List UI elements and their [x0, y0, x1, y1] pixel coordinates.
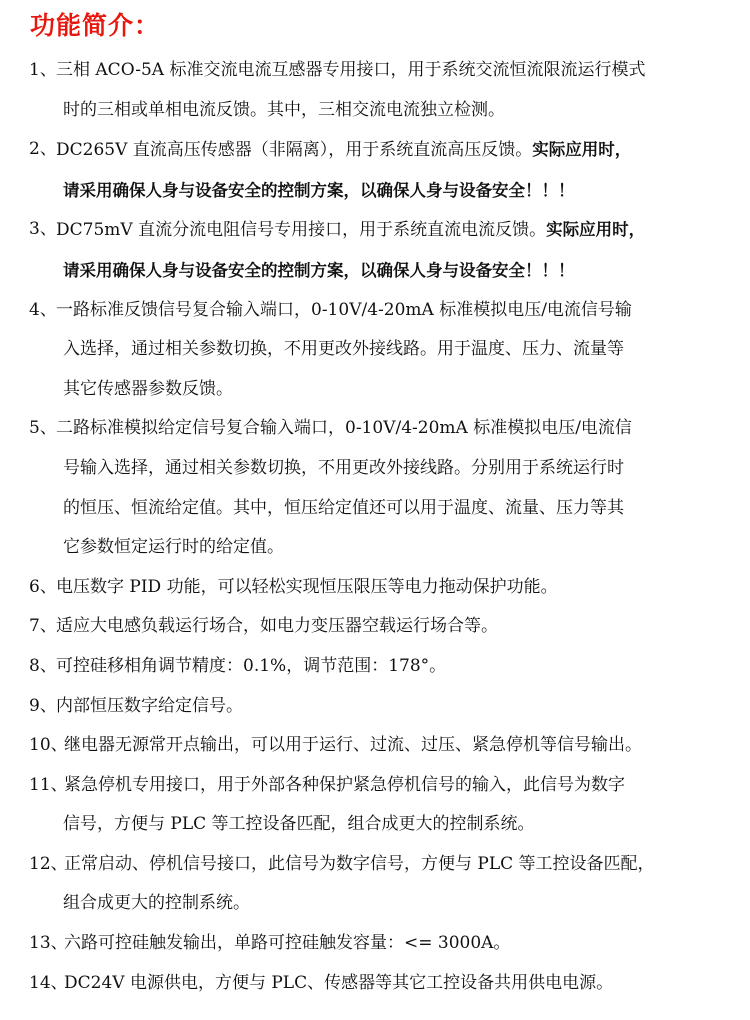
item-text-line: 继电器无源常开点输出，可以用于运行、过流、过压、紧急停机等信号输出。	[64, 735, 642, 756]
item-number: 5、	[29, 418, 57, 439]
item-text-line: DC24V 电源供电，方便与 PLC、传感器等其它工控设备共用供电电源。	[64, 972, 614, 993]
safety-warning-line: 请采用确保人身与设备安全的控制方案，以确保人身与设备安全！！！	[63, 260, 575, 280]
item-number: 11、	[29, 774, 68, 795]
item-number: 7、	[29, 616, 57, 637]
list-item	[0, 409, 750, 567]
item-number: 3、	[29, 219, 57, 240]
list-item	[0, 924, 750, 964]
item-text-line: 六路可控硅触发输出，单路可控硅触发容量：<= 3000A。	[64, 933, 511, 954]
page-title: 功能简介：	[30, 11, 161, 40]
list-item	[0, 568, 750, 608]
item-text-line: 内部恒压数字给定信号。	[56, 695, 243, 716]
item-text-line: 正常启动、停机信号接口，此信号为数字信号，方便与 PLC 等工控设备匹配，	[64, 853, 655, 874]
list-item	[0, 964, 750, 1004]
item-text-line: 适应大电感负载运行场合，如电力变压器空载运行场合等。	[56, 616, 498, 637]
safety-warning-line: 请采用确保人身与设备安全的控制方案，以确保人身与设备安全！！！	[63, 180, 575, 200]
item-text-line: 三相 ACO-5A 标准交流电流互感器专用接口，用于系统交流恒流限流运行模式	[56, 60, 646, 80]
item-text-line: DC265V 直流高压传感器（非隔离），用于系统直流高压反馈。	[56, 140, 533, 161]
item-number: 13、	[29, 933, 68, 954]
list-item	[0, 130, 750, 210]
item-number: 4、	[29, 299, 57, 320]
feature-list	[0, 51, 750, 1003]
item-text-line: DC75mV 直流分流电阻信号专用接口，用于系统直流电流反馈。	[56, 220, 547, 241]
item-text-line: 时的三相或单相电流反馈。其中，三相交流电流独立检测。	[63, 99, 505, 120]
item-text-line: 紧急停机专用接口，用于外部各种保护紧急停机信号的输入，此信号为数字	[64, 774, 625, 795]
item-text-line: 入选择，通过相关参数切换，不用更改外接线路。用于温度、压力、流量等	[63, 339, 624, 360]
list-item	[0, 607, 750, 647]
item-text-line: 信号，方便与 PLC 等工控设备匹配，组合成更大的控制系统。	[63, 814, 535, 835]
item-text-line: 组合成更大的控制系统。	[63, 893, 250, 914]
safety-warning-text: 实际应用时，	[546, 220, 646, 240]
item-number: 2、	[29, 139, 57, 160]
item-text-line: 的恒压、恒流给定值。其中，恒压给定值还可以用于温度、流量、压力等其	[63, 497, 624, 518]
item-number: 9、	[29, 695, 57, 716]
item-number: 10、	[29, 735, 68, 756]
list-item	[0, 687, 750, 727]
item-text-line: 一路标准反馈信号复合输入端口，0-10V/4-20mA 标准模拟电压/电流信号输	[56, 299, 632, 320]
list-item	[0, 51, 750, 130]
item-number: 14、	[29, 972, 68, 993]
list-item	[0, 726, 750, 766]
list-item	[0, 647, 750, 687]
safety-warning-text: 实际应用时，	[532, 140, 632, 160]
item-text-line: 号输入选择，通过相关参数切换，不用更改外接线路。分别用于系统运行时	[63, 457, 624, 478]
item-text-line: 电压数字 PID 功能，可以轻松实现恒压限压等电力拖动保护功能。	[56, 576, 558, 597]
list-item	[0, 291, 750, 410]
list-item	[0, 845, 750, 924]
item-text-line: 其它传感器参数反馈。	[63, 378, 233, 399]
list-item	[0, 210, 750, 290]
item-text-line: 二路标准模拟给定信号复合输入端口，0-10V/4-20mA 标准模拟电压/电流信	[56, 418, 632, 439]
item-text-line: 它参数恒定运行时的给定值。	[63, 537, 284, 558]
item-number: 12、	[29, 853, 68, 874]
item-number: 6、	[29, 576, 57, 597]
item-number: 8、	[29, 655, 57, 676]
item-text-line: 可控硅移相角调节精度：0.1%，调节范围：178°。	[56, 655, 447, 676]
list-item	[0, 766, 750, 845]
item-number: 1、	[29, 60, 57, 80]
